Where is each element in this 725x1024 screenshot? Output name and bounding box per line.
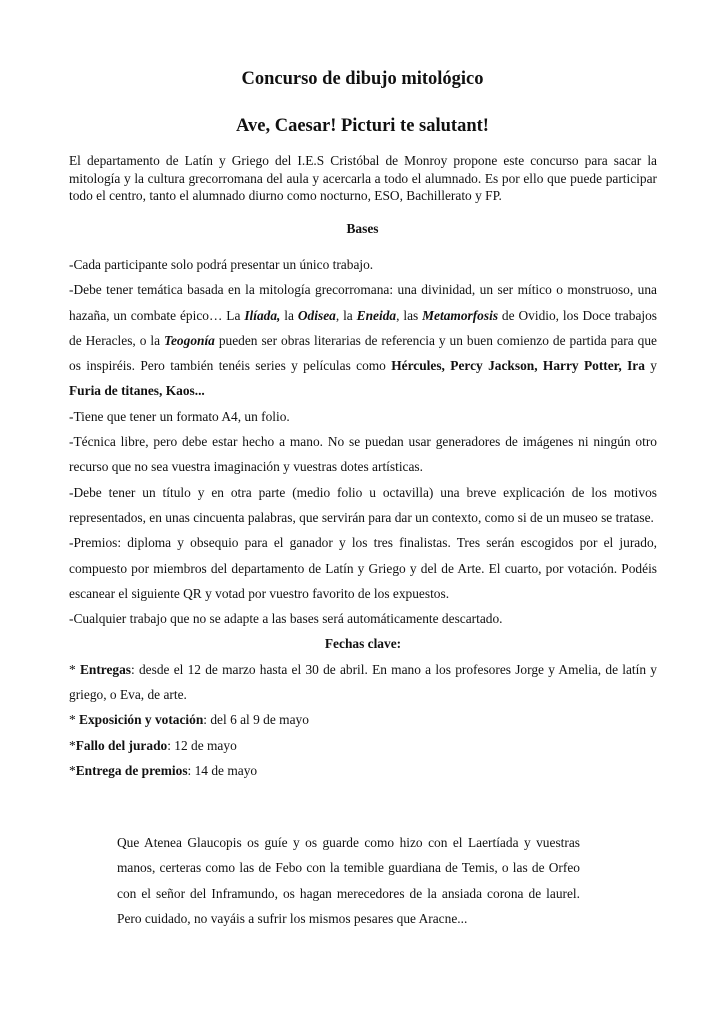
rule-discard: -Cualquier trabajo que no se adapte a las bases será automáticamente descartado.: [69, 611, 503, 627]
work-eneida: Eneida: [356, 307, 397, 323]
rule-theme-text: la: [280, 307, 298, 323]
film-titles: Furia de titanes, Kaos...: [69, 383, 205, 399]
date-text: : 14 de mayo: [187, 762, 258, 778]
work-iliada: Ilíada,: [244, 307, 281, 323]
work-teogonia: Teogonía: [164, 332, 215, 348]
rule-theme-text: pueden ser obras literarias de referencia y un buen comienzo de partida para que os inspiréis. Pero también tenéis series y películas como: [69, 332, 657, 374]
date-label: Entrega de premios: [75, 762, 188, 778]
date-item-premios: [69, 758, 657, 783]
rule-theme-text: , la: [335, 307, 357, 323]
date-text: : 12 de mayo: [167, 737, 237, 753]
rule-single-entry: -Cada participante solo podrá presentar un único trabajo.: [69, 257, 374, 272]
date-bullet: *: [69, 661, 80, 677]
work-odisea: Odisea: [297, 307, 336, 323]
document-subtitle: Ave, Caesar! Picturi te salutant!: [236, 116, 489, 136]
closing-paragraph: Que Atenea Glaucopis os guíe y os guarde como hizo con el Laertíada y vuestras manos, certeras como las de Febo con la temible guardiana de Temis, o las de Orfeo con el señor del Inframundo, os hagan merecedores de la ansiada corona de laurel. Pero cuidado, no vayáis a sufrir los mismos pesares que Aracne...: [117, 835, 580, 926]
intro-paragraph: El departamento de Latín y Griego del I.E.S Cristóbal de Monroy propone este concurso para sacar la mitología y la cultura grecorromana del aula y acercarla a todo el alumnado. Es por ello que puede participar todo el centro, tanto el alumnado diurno como nocturno, ESO, Bachillerato y FP.: [69, 153, 657, 203]
date-item-entregas: [69, 657, 657, 708]
date-bullet: *: [69, 762, 76, 778]
date-label: Fallo del jurado: [75, 737, 168, 753]
rule-technique: -Técnica libre, pero debe estar hecho a mano. No se puedan usar generadores de imágenes ni ningún otro recurso que no sea vuestra imaginación y vuestras dotes artísticas.: [69, 434, 657, 475]
dates-heading: Fechas clave:: [324, 636, 402, 652]
rule-theme-text: -Debe tener temática basada en la mitología grecorromana: una divinidad, un ser mítico o monstruoso, una hazaña, un combate épico… La: [69, 282, 657, 323]
date-text: : desde el 12 de marzo hasta el 30 de abril. En mano a los profesores Jorge y Amelia, de latín y griego, o Eva, de arte.: [69, 661, 657, 703]
document-title: Concurso de dibujo mitológico: [241, 69, 484, 89]
date-item-fallo: [69, 733, 657, 758]
date-text: : del 6 al 9 de mayo: [203, 712, 309, 728]
rule-theme-text: , las: [396, 307, 423, 323]
date-item-exposicion: [69, 707, 657, 732]
rule-title-explanation: -Debe tener un título y en otra parte (medio folio u octavilla) una breve explicación de los motivos representados, en unas cincuenta palabras, que servirán para dar un contexto, como si de un museo se tratase.: [69, 484, 657, 525]
rule-theme: [69, 277, 657, 403]
rule-theme-text: de Ovidio, los Doce trabajos de Heracles, o la: [69, 307, 658, 348]
bases-heading: Bases: [346, 221, 379, 236]
work-metamorfosis: Metamorfosis: [422, 307, 499, 323]
rule-theme-text: y: [644, 358, 657, 374]
rules-section: [69, 252, 657, 783]
rule-prizes: -Premios: diploma y obsequio para el ganador y los tres finalistas. Tres serán escogidos por el jurado, compuesto por miembros del departamento de Latín y Griego y del de Arte. El cuarto, por votación. Podéis escanear el siguiente QR y votad por vuestro favorito de los expuestos.: [69, 535, 657, 601]
film-titles: Hércules, Percy Jackson, Harry Potter, Ira: [391, 358, 645, 374]
date-label: Exposición y votación: [79, 712, 204, 728]
rule-format: -Tiene que tener un formato A4, un folio.: [69, 408, 290, 424]
date-bullet: *: [69, 712, 80, 728]
date-label: Entregas: [79, 661, 132, 677]
date-bullet: *: [69, 737, 76, 753]
